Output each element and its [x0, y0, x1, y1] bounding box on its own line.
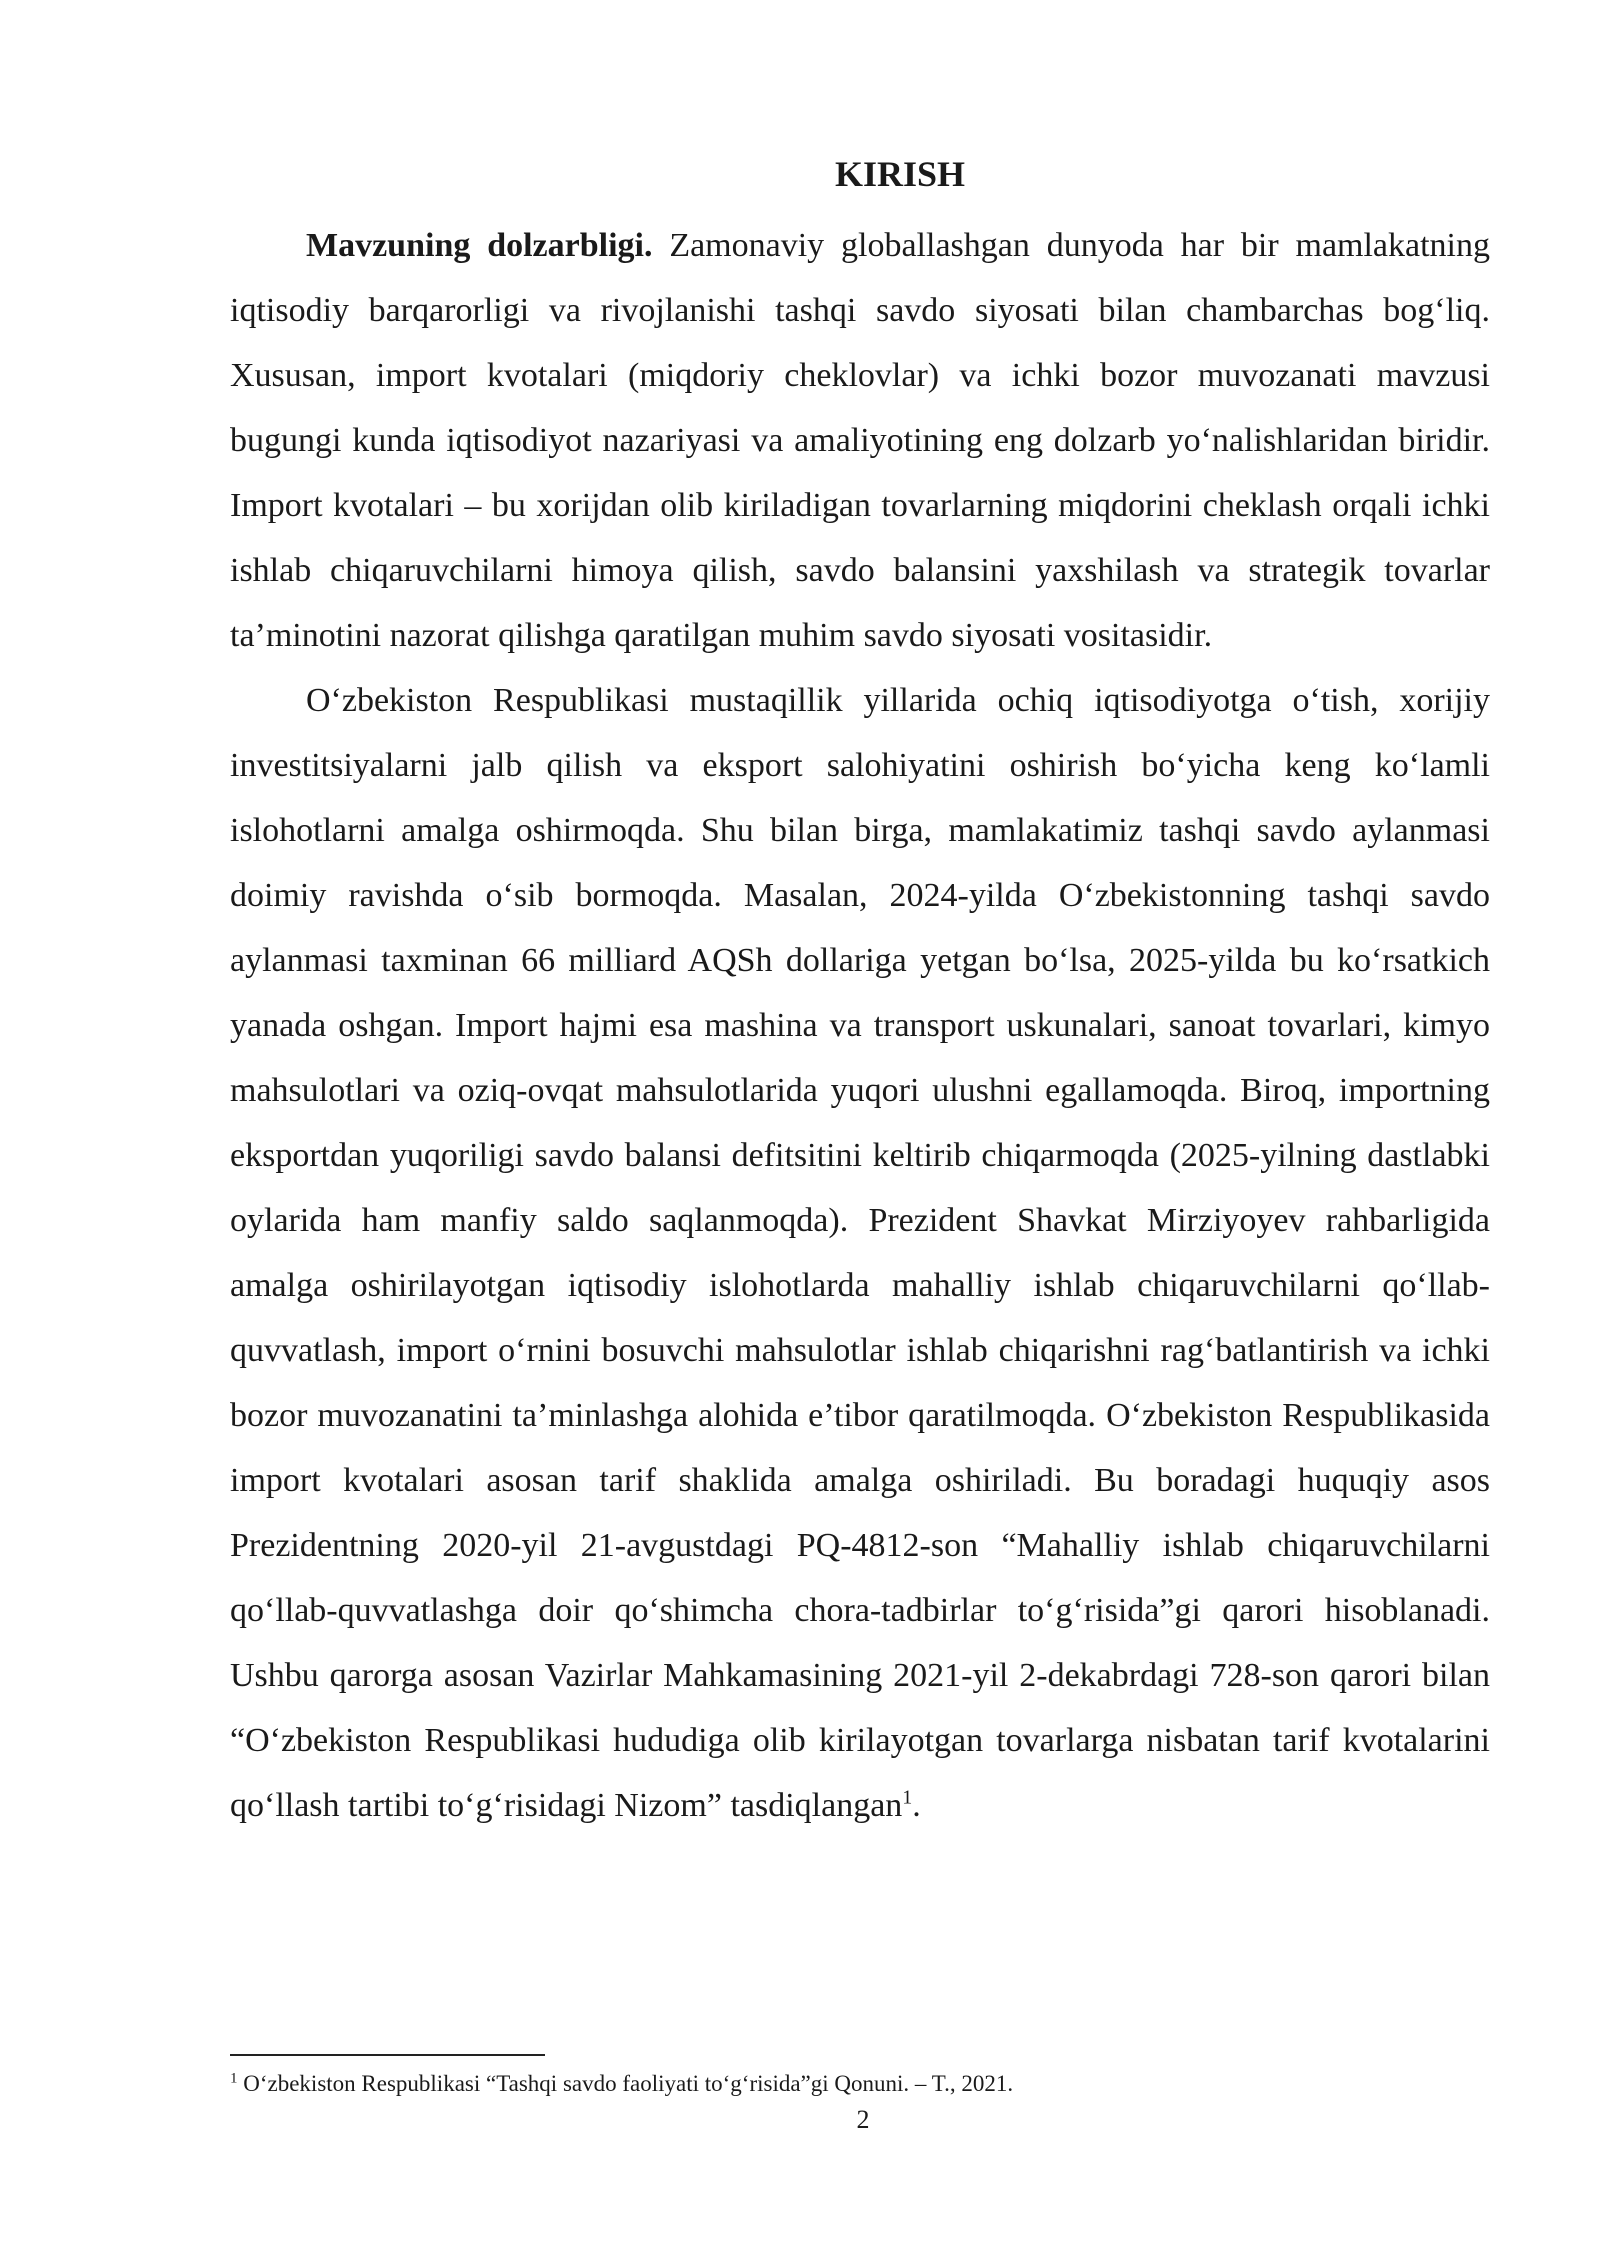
paragraph-text: Oʻzbekiston Respublikasi mustaqillik yillarida ochiq iqtisodiyotga oʻtish, xorijiy investitsiyalarni jalb qilish va eksport salohiyatini oshirish boʻyicha keng koʻlamli islohotlarni amalga oshirmoqda. Shu bilan birga, mamlakatimiz tashqi savdo aylanmasi doimiy ravishda oʻsib bormoqda. Masalan, 2024-yilda Oʻzbekistonning tashqi savdo aylanmasi taxminan 66 milliard AQSh dollariga yetgan boʻlsa, 2025-yilda bu koʻrsatkich yanada oshgan. Import hajmi esa mashina va transport uskunalari, sanoat tovarlari, kimyo mahsulotlari va oziq-ovqat mahsulotlarida yuqori ulushni egallamoqda. Biroq, importning eksportdan yuqoriligi savdo balansi defitsitini keltirib chiqarmoqda (2025-yilning dastlabki oylarida ham manfiy saldo saqlanmoqda). Prezident Shavkat Mirziyoyev rahbarligida amalga oshirilayotgan iqtisodiy islohotlarda mahalliy ishlab chiqaruvchilarni qoʻllab-quvvatlash, import oʻrnini bosuvchi mahsulotlar ishlab chiqarishni ragʻbatlantirish va ichki bozor muvozanatini ta’minlashga alohida e’tibor qaratilmoqda. Oʻzbekiston Respublikasida import kvotalari asosan tarif shaklida amalga oshiriladi. Bu boradagi huquqiy asos Prezidentning 2020-yil 21-avgustdagi PQ-4812-son “Mahalliy ishlab chiqaruvchilarni qoʻllab-quvvatlashga doir qoʻshimcha chora-tadbirlar toʻgʻrisida”gi qarori hisoblanadi. Ushbu qarorga asosan Vazirlar Mahkamasining 2021-yil 2-dekabrdagi 728-son qarori bilan “Oʻzbekiston Respublikasi hududiga olib kirilayotgan tovarlarga nisbatan tarif kvotalarini qoʻllash tartibi toʻgʻrisidagi Nizom” tasdiqlangan — [230, 682, 1490, 1824]
footnote-reference[interactable]: 1 — [902, 1786, 913, 1809]
paragraph-relevance — [230, 213, 1490, 668]
paragraph-tail: . — [912, 1787, 921, 1824]
section-heading: KIRISH — [834, 154, 966, 194]
footnote-text: Oʻzbekiston Respublikasi “Tashqi savdo faoliyati toʻgʻrisida”gi Qonuni. – T., 2021. — [237, 2071, 1014, 2096]
page-number: 2 — [856, 2105, 870, 2134]
paragraph-lead: Mavzuning dolzarbligi. — [306, 227, 653, 264]
footnote-separator — [230, 2054, 545, 2056]
footnote — [230, 2069, 1490, 2099]
footnote-marker: 1 — [230, 2070, 238, 2087]
paragraph-uzbekistan-trade — [230, 668, 1490, 1838]
body-text — [230, 213, 1490, 1838]
paragraph-text: Zamonaviy globallashgan dunyoda har bir mamlakatning iqtisodiy barqarorligi va rivojlanishi tashqi savdo siyosati bilan chambarchas bogʻliq. Xususan, import kvotalari (miqdoriy cheklovlar) va ichki bozor muvozanati mavzusi bugungi kunda iqtisodiyot nazariyasi va amaliyotining eng dolzarb yoʻnalishlaridan biridir. Import kvotalari – bu xorijdan olib kiriladigan tovarlarning miqdorini cheklash orqali ichki ishlab chiqaruvchilarni himoya qilish, savdo balansini yaxshilash va strategik tovarlar ta’minotini nazorat qilishga qaratilgan muhim savdo siyosati vositasidir. — [230, 227, 1490, 654]
